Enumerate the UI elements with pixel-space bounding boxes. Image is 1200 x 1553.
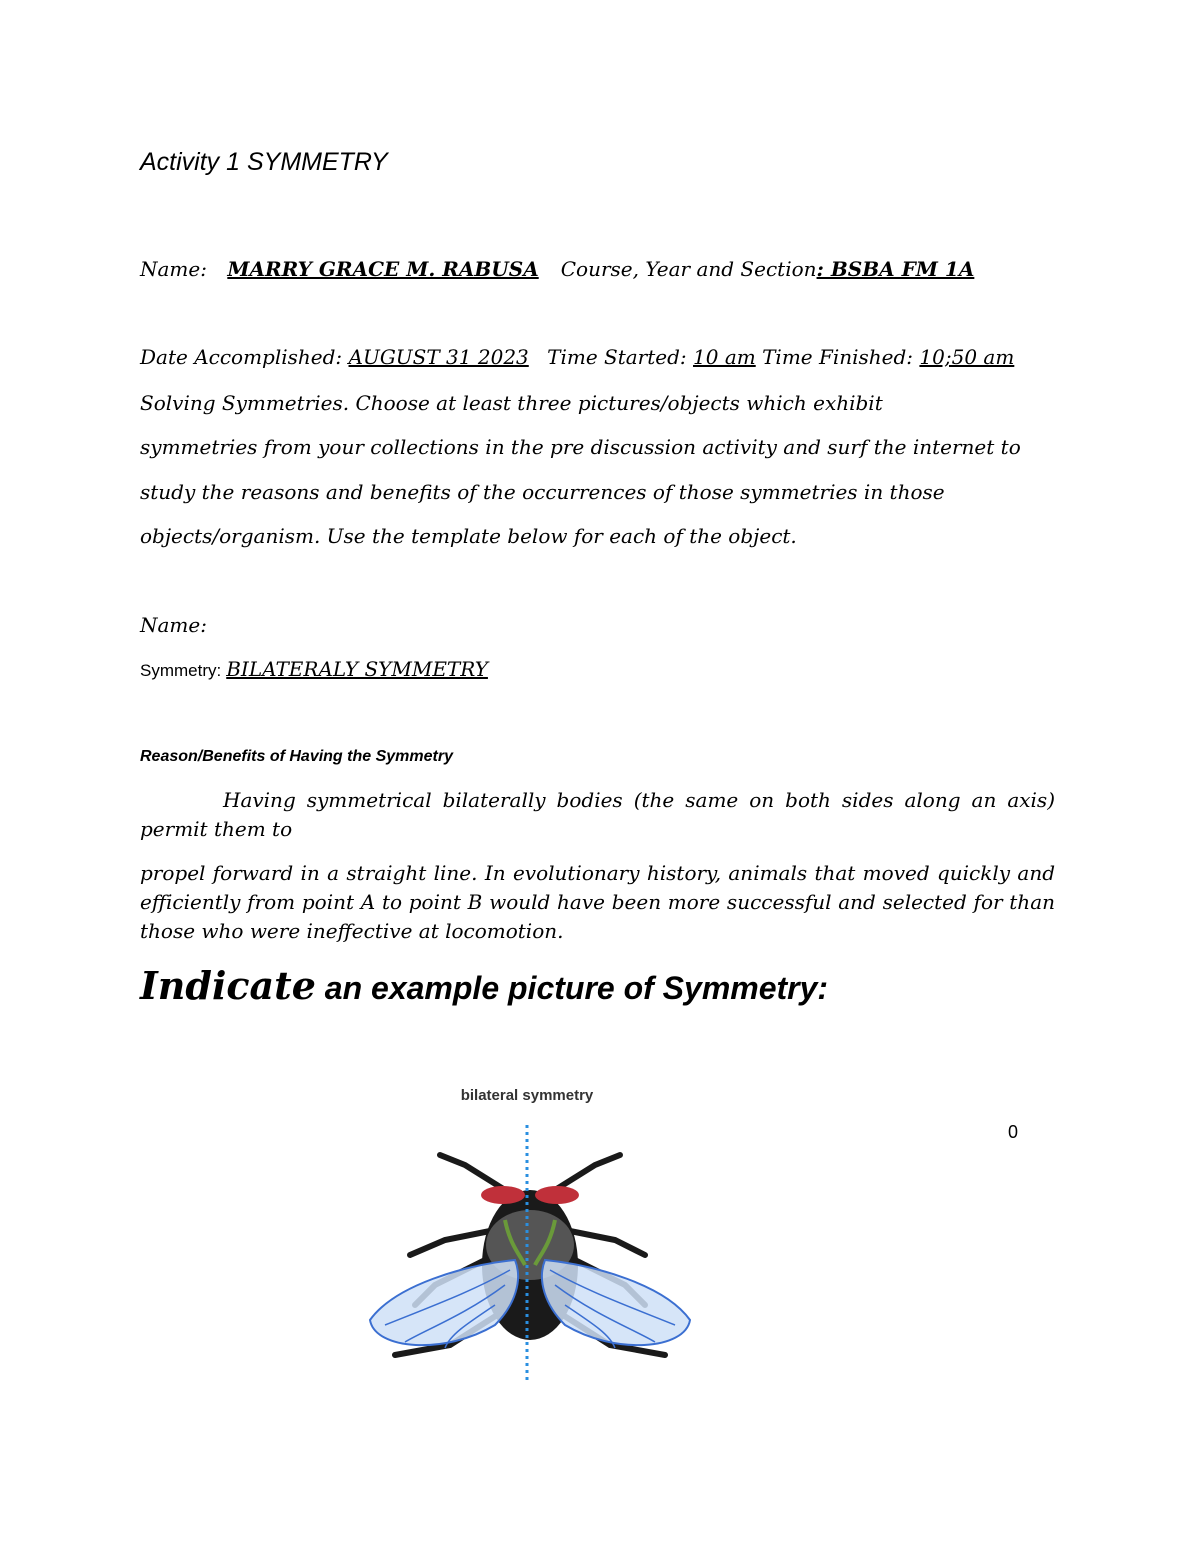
- symmetry-label: Symmetry:: [140, 661, 222, 680]
- date-value: AUGUST 31 2023: [348, 345, 529, 369]
- fly-illustration: [355, 1080, 705, 1385]
- time-finished-value: 10;50 am: [919, 345, 1015, 369]
- symmetry-value: BILATERALY SYMMETRY: [226, 657, 488, 681]
- page-marker: 0: [1008, 1122, 1019, 1142]
- date-label: Date Accomplished:: [140, 345, 343, 369]
- time-started-label: Time Started:: [547, 345, 687, 369]
- name-line: [140, 257, 974, 281]
- figure-caption: bilateral symmetry: [460, 1087, 594, 1104]
- page-title: Activity 1 SYMMETRY: [140, 148, 388, 176]
- reason-heading: Reason/Benefits of Having the Symmetry: [140, 748, 453, 765]
- course-label: Course, Year and Section: [560, 257, 817, 281]
- symmetry-line: [140, 657, 488, 682]
- reason-paragraph-2: propel forward in a straight line. In evolutionary history, animals that moved quickly and efficiently from point A to point B would have been more successful and selected for than those who were ineffective at locomotion.: [140, 861, 1055, 943]
- reason-paragraph-1: Having symmetrical bilaterally bodies (the same on both sides along an axis) permit them to: [140, 788, 1055, 841]
- name-label: Name:: [140, 257, 207, 281]
- example-heading: [140, 963, 828, 1008]
- course-value: : BSBA FM 1A: [816, 257, 975, 281]
- instruction-line-4: objects/organism. Use the template below for each of the object.: [140, 524, 797, 548]
- example-heading-emphasis: Indicate: [140, 963, 316, 1008]
- fly-symmetry-figure: [355, 1080, 705, 1385]
- time-started-value: 10 am: [693, 345, 756, 369]
- date-line: [140, 345, 1014, 369]
- student-name: MARRY GRACE M. RABUSA: [227, 257, 539, 281]
- fly-left-eye: [481, 1186, 525, 1204]
- instruction-line-3: study the reasons and benefits of the occurrences of those symmetries in those: [140, 480, 945, 504]
- example-heading-text: an example picture of Symmetry:: [315, 970, 829, 1006]
- template-name-label: Name:: [140, 613, 207, 637]
- time-finished-label: Time Finished:: [762, 345, 914, 369]
- fly-right-eye: [535, 1186, 579, 1204]
- instruction-line-1: Solving Symmetries. Choose at least three pictures/objects which exhibit: [140, 391, 883, 415]
- instruction-line-2: symmetries from your collections in the pre discussion activity and surf the internet to: [140, 435, 1021, 459]
